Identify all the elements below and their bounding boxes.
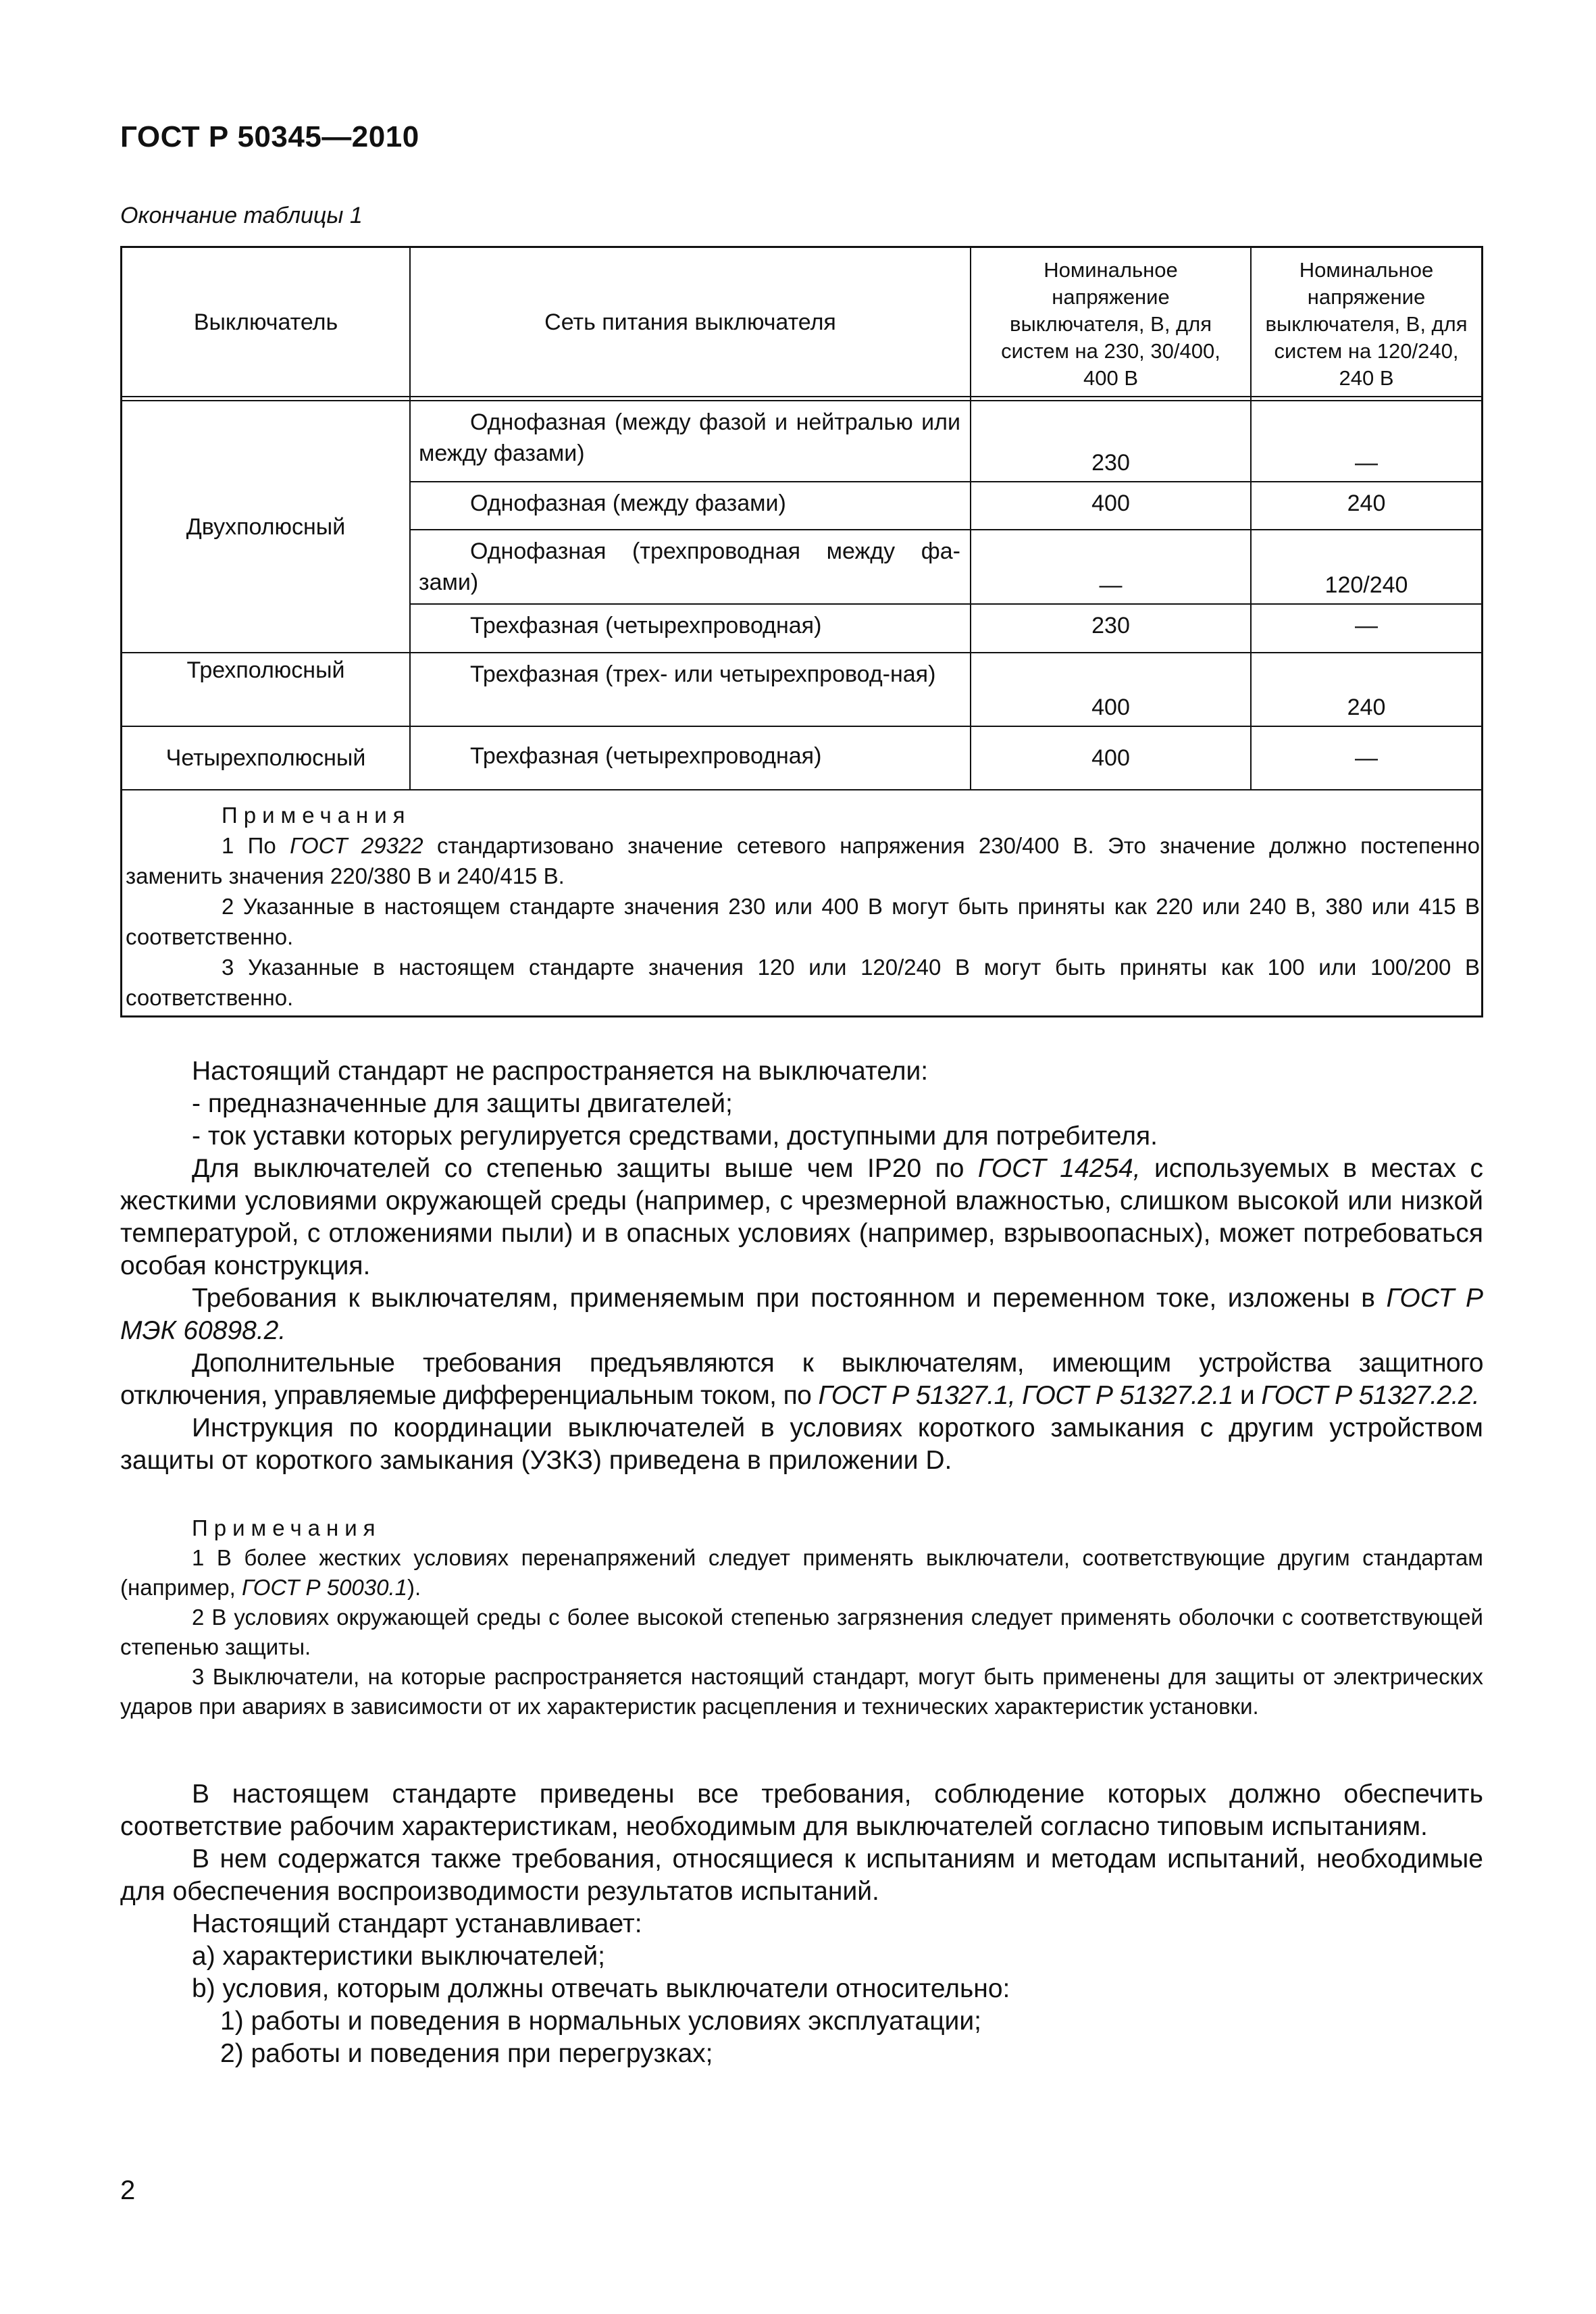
- list-item: - ток уставки которых регулируется средствами, доступными для потребителя.: [192, 1122, 1158, 1151]
- list-item: - предназначенные для защиты двигателей;: [192, 1089, 733, 1118]
- switch-type-two-pole: Двухполюсный: [186, 513, 346, 540]
- table-cell-voltage-400: —: [1099, 572, 1123, 598]
- table-cell-voltage-240: —: [1355, 613, 1378, 638]
- table-cell-network: Однофазная (между фазами): [470, 491, 786, 516]
- paragraph: Дополнительные требования предъявляются к выключателям, имеющим устройства защитного отключения, управляемые дифференциальным током, по ГОСТ Р 51327.1, ГОСТ Р 51327.2.1 и ГОСТ Р 51327.2.2.: [120, 1349, 1483, 1410]
- table-cell-network: Однофазная (трехпроводная между фа-зами): [419, 538, 960, 595]
- table-cell-voltage-240: 120/240: [1324, 572, 1408, 598]
- table-cell-voltage-400: 400: [1091, 745, 1130, 771]
- table-cell-voltage-240: 240: [1347, 695, 1386, 720]
- paragraph: Требования к выключателям, применяемым при постоянном и переменном токе, изложены в ГОСТ Р МЭК 60898.2.: [120, 1284, 1483, 1345]
- table-note-3: 3 Указанные в настоящем стандарте значения 120 или 120/240 В могут быть приняты как 100 или 100/200 В соответственно.: [126, 955, 1480, 1010]
- paragraph: Настоящий стандарт устанавливает:: [192, 1909, 642, 1938]
- table-cell-voltage-240: 240: [1347, 491, 1386, 516]
- note-3: 3 Выключатели, на которые распространяется настоящий стандарт, могут быть применены для защиты от электрических ударов при авариях в зависимости от их характеристик расцепления и технических характеристик установки.: [120, 1664, 1483, 1719]
- header-divider: [122, 396, 1481, 397]
- switch-type-four-pole: Четырехполюсный: [165, 745, 366, 771]
- body-text-1: [120, 1055, 1483, 1477]
- notes-title: Примечания: [192, 1515, 382, 1540]
- notes-title: Примечания: [222, 803, 411, 828]
- table-note-2: 2 Указанные в настоящем стандарте значения 230 или 400 В могут быть приняты как 220 или 240 В, 380 или 415 В соответственно.: [126, 894, 1480, 949]
- list-item: а) характеристики выключателей;: [192, 1942, 606, 1971]
- table-cell-voltage-400: 400: [1091, 695, 1130, 720]
- page-number: 2: [120, 2175, 136, 2205]
- table-cell-voltage-400: 230: [1091, 450, 1130, 476]
- note-1: 1 В более жестких условиях перенапряжений следует применять выключатели, соответствующие другим стандартам (например, ГОСТ Р 50030.1).: [120, 1545, 1483, 1600]
- notes-block: [120, 1513, 1483, 1721]
- table-note-1: 1 По ГОСТ 29322 стандартизовано значение сетевого напряжения 230/400 В. Это значение должно постепенно заменить значения 220/380 В и 240/415 В.: [126, 833, 1480, 888]
- paragraph: В нем содержатся также требования, относящиеся к испытаниям и методам испытаний, необходимые для обеспечения воспроизводимости результатов испытаний.: [120, 1844, 1483, 1906]
- column-header-switch: Выключатель: [193, 309, 338, 335]
- table-notes: [126, 790, 1480, 1013]
- paragraph: Настоящий стандарт не распространяется на выключатели:: [192, 1057, 929, 1086]
- switch-type-three-pole: Трехполюсный: [186, 657, 345, 683]
- column-header-network: Сеть питания выключателя: [544, 309, 836, 335]
- table-caption: Окончание таблицы 1: [120, 203, 363, 228]
- table-cell-network: Трехфазная (трех- или четырехпровод-ная): [470, 661, 936, 687]
- table-cell-voltage-400: 400: [1091, 491, 1130, 516]
- list-item: 1) работы и поведения в нормальных условиях эксплуатации;: [220, 2007, 981, 2036]
- column-header-voltage-240: Номинальное напряжение выключателя, В, для систем на 120/240, 240 В: [1265, 257, 1468, 390]
- note-2: 2 В условиях окружающей среды с более высокой степенью загрязнения следует применять оболочки с соответствующей степенью защиты.: [120, 1605, 1483, 1659]
- table-cell-voltage-240: —: [1355, 745, 1378, 771]
- document-code: ГОСТ Р 50345—2010: [120, 120, 419, 153]
- table-cell-network: Однофазная (между фазой и нейтралью или между фазами): [419, 409, 960, 466]
- table-1-continuation: [120, 246, 1483, 1017]
- table-cell-network: Трехфазная (четырехпроводная): [470, 613, 822, 638]
- table-cell-voltage-240: —: [1355, 450, 1378, 476]
- paragraph: Инструкция по координации выключателей в условиях короткого замыкания с другим устройством защиты от короткого замыкания (УЗКЗ) приведена в приложении D.: [120, 1413, 1483, 1475]
- table-cell-voltage-400: 230: [1091, 613, 1130, 638]
- paragraph: В настоящем стандарте приведены все требования, соблюдение которых должно обеспечить соответствие рабочим характеристикам, необходимым для выключателей согласно типовым испытаниям.: [120, 1780, 1483, 1841]
- list-item: b) условия, которым должны отвечать выключатели относительно:: [192, 1974, 1010, 2003]
- column-header-voltage-400: Номинальное напряжение выключателя, В, для систем на 230, 30/400, 400 В: [1001, 257, 1220, 390]
- list-item: 2) работы и поведения при перегрузках;: [220, 2039, 713, 2068]
- table-cell-network: Трехфазная (четырехпроводная): [470, 743, 822, 769]
- body-text-2: [120, 1778, 1483, 2070]
- paragraph: Для выключателей со степенью защиты выше чем IP20 по ГОСТ 14254, используемых в местах с жесткими условиями окружающей среды (например, с чрезмерной влажностью, слишком высокой или низкой температурой, с отложениями пыли) и в опасных условиях (например, взрывоопасных), может потребоваться особая конструкция.: [120, 1154, 1483, 1280]
